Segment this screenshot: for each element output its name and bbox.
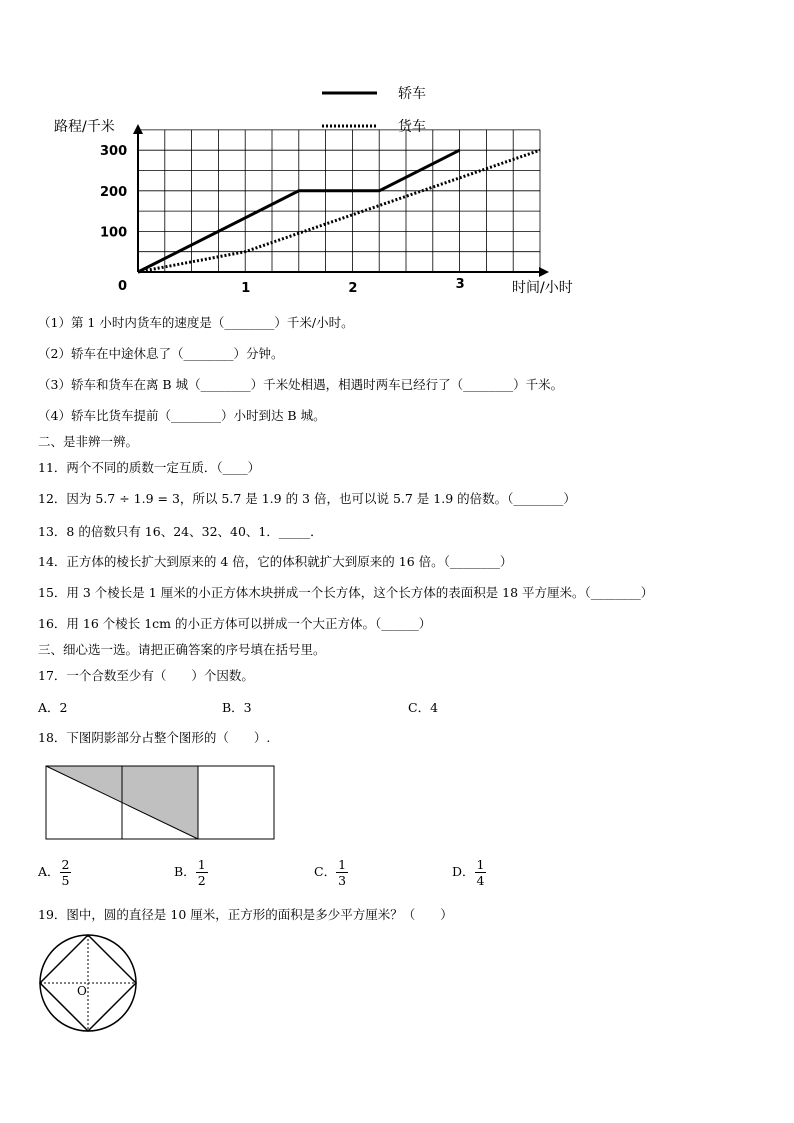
- section-3-heading: 三、细心选一选。请把正确答案的序号填在括号里。: [38, 642, 326, 657]
- legend-label-car: 轿车: [398, 86, 426, 102]
- denominator: 2: [197, 873, 206, 888]
- y-tick-label: 100: [100, 225, 128, 241]
- x-axis-label: 时间/小时: [512, 280, 573, 296]
- chart-grid: [138, 130, 540, 272]
- sub-question-2: （2）轿车在中途休息了（________）分钟。: [38, 346, 284, 361]
- sub-question-4: （4）轿车比货车提前（________）小时到达 B 城。: [38, 408, 326, 423]
- x-tick-label: 1: [241, 281, 251, 296]
- circle-square-figure: [38, 933, 138, 1033]
- question-11: 11．两个不同的质数一定互质．（____）: [38, 460, 261, 475]
- option-b-fraction: [196, 857, 208, 888]
- option-c-label: C．: [314, 864, 337, 879]
- y-axis-label: 路程/千米: [54, 119, 115, 135]
- question-17-option-c: C．4: [408, 700, 439, 715]
- denominator: 4: [476, 873, 485, 888]
- x-tick-label: 2: [348, 281, 358, 296]
- center-label: O: [77, 984, 87, 998]
- option-d-fraction: [475, 857, 487, 888]
- numerator: 1: [476, 857, 485, 872]
- option-a-fraction: [60, 857, 72, 888]
- option-c-fraction: [336, 857, 348, 888]
- question-17: 17．一个合数至少有（ ）个因数。: [38, 668, 254, 683]
- question-15: 15．用 3 个棱长是 1 厘米的小正方体木块拼成一个长方体，这个长方体的表面积是 18 平方厘米。（________）: [38, 585, 654, 600]
- y-tick-label: 300: [100, 144, 128, 160]
- numerator: 1: [338, 857, 347, 872]
- numerator: 1: [197, 857, 206, 872]
- question-18-option-d: [452, 857, 486, 888]
- question-18-option-a: [38, 857, 71, 888]
- question-12: 12．因为 5.7 ÷ 1.9 = 3，所以 5.7 是 1.9 的 3 倍，也可以说 5.7 是 1.9 的倍数。（________）: [38, 491, 576, 506]
- question-13: 13．8 的倍数只有 16、24、32、40、1．_____．: [38, 524, 323, 539]
- y-tick-label: 200: [100, 184, 128, 200]
- question-18: 18．下图阴影部分占整个图形的（ ）.: [38, 730, 271, 745]
- option-b-label: B．: [174, 864, 196, 879]
- question-16: 16．用 16 个棱长 1cm 的小正方体可以拼成一个大正方体。（______）: [38, 616, 432, 631]
- x-axis-arrow: [539, 267, 549, 277]
- section-2-heading: 二、是非辨一辨。: [38, 434, 139, 449]
- question-14: 14．正方体的棱长扩大到原来的 4 倍，它的体积就扩大到原来的 16 倍。（________）: [38, 554, 513, 569]
- sub-question-3: （3）轿车和货车在离 B 城（________）千米处相遇，相遇时两车已经行了（________）千米。: [38, 377, 564, 392]
- question-19: 19．图中，圆的直径是 10 厘米，正方形的面积是多少平方厘米？（ ）: [38, 907, 453, 922]
- line-chart: [0, 0, 794, 300]
- legend-label-truck: 货车: [398, 119, 426, 135]
- tick-labels: [100, 144, 465, 296]
- sub-question-1: （1）第 1 小时内货车的速度是（________）千米/小时。: [38, 315, 354, 330]
- legend: [322, 86, 426, 135]
- y-axis-arrow: [133, 124, 143, 134]
- question-17-option-b: B．3: [222, 700, 252, 715]
- denominator: 3: [338, 873, 347, 888]
- denominator: 5: [61, 873, 70, 888]
- option-d-label: D．: [452, 864, 475, 879]
- option-a-label: A．: [38, 864, 60, 879]
- shaded-rectangle-figure: [45, 765, 277, 841]
- question-17-option-a: A．2: [38, 700, 68, 715]
- x-tick-label: 3: [455, 277, 465, 292]
- question-18-option-c: [314, 857, 348, 888]
- origin-label: 0: [118, 279, 128, 294]
- numerator: 2: [61, 857, 70, 872]
- question-18-option-b: [174, 857, 208, 888]
